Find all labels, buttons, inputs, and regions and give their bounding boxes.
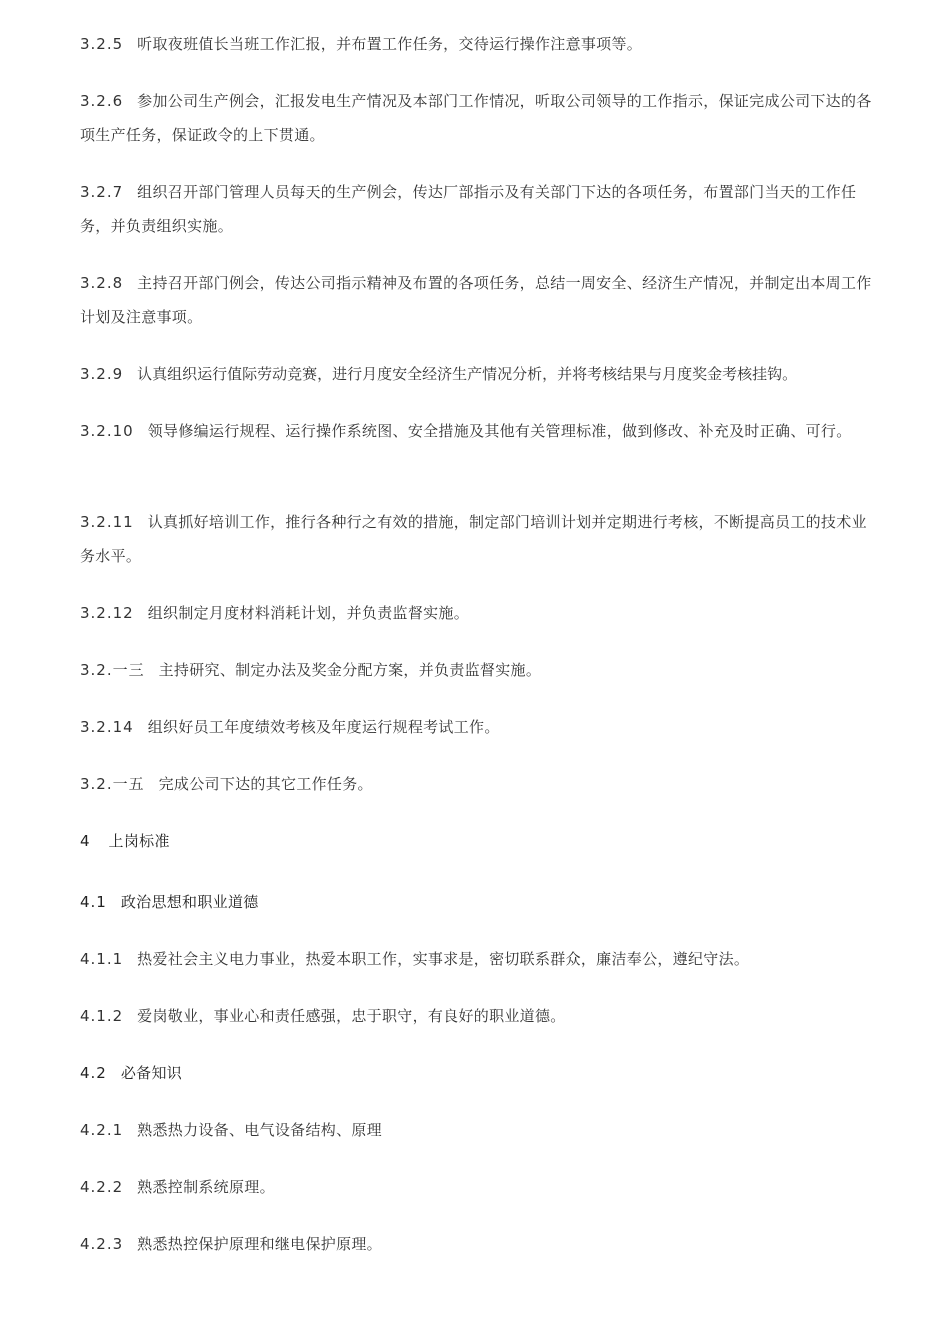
clause-text: 认真组织运行值际劳动竞赛，进行月度安全经济生产情况分析，并将考核结果与月度奖金考核挂钩。 [137, 365, 798, 383]
clause-number: 3.2.5 [80, 35, 124, 53]
clause-number: 4.1.2 [80, 1007, 124, 1025]
clause-4-1-1 [80, 942, 872, 976]
clause-3-2-13 [80, 653, 872, 687]
clause-text: 熟悉热控保护原理和继电保护原理。 [137, 1235, 382, 1253]
clause-3-2-15 [80, 767, 872, 801]
clause-number: 3.2.一五 [80, 775, 145, 793]
clause-4-1-2 [80, 999, 872, 1033]
clause-text: 熟悉热力设备、电气设备结构、原理 [137, 1121, 382, 1139]
clause-3-2-7 [80, 175, 872, 243]
clause-text: 领导修编运行规程、运行操作系统图、安全措施及其他有关管理标准，做到修改、补充及时正确、可行。 [147, 422, 852, 440]
clause-text: 组织制定月度材料消耗计划，并负责监督实施。 [147, 604, 470, 622]
section-number: 4 [80, 832, 91, 850]
clause-text: 组织召开部门管理人员每天的生产例会，传达厂部指示及有关部门下达的各项任务，布置部门当天的工作任务，并负责组织实施。 [80, 183, 857, 235]
section-number: 4.2 [80, 1064, 107, 1082]
clause-number: 3.2.10 [80, 422, 134, 440]
section-title: 必备知识 [120, 1064, 183, 1082]
clause-number: 4.2.2 [80, 1178, 124, 1196]
clause-3-2-10 [80, 414, 872, 448]
clause-number: 3.2.6 [80, 92, 124, 110]
clause-number: 4.2.3 [80, 1235, 124, 1253]
clause-text: 认真抓好培训工作，推行各种行之有效的措施，制定部门培训计划并定期进行考核，不断提高员工的技术业务水平。 [80, 513, 867, 565]
clause-number: 4.1.1 [80, 950, 124, 968]
clause-4-2-1 [80, 1113, 872, 1147]
clause-number: 3.2.11 [80, 513, 134, 531]
section-title: 政治思想和职业道德 [120, 893, 259, 911]
clause-3-2-11 [80, 505, 872, 573]
clause-number: 3.2.一三 [80, 661, 145, 679]
clause-text: 主持研究、制定办法及奖金分配方案，并负责监督实施。 [158, 661, 542, 679]
clause-number: 3.2.14 [80, 718, 134, 736]
section-number: 4.1 [80, 893, 107, 911]
section-4-2-heading [80, 1056, 872, 1090]
section-4-1-heading [80, 885, 872, 919]
clause-number: 3.2.7 [80, 183, 124, 201]
clause-3-2-5 [80, 27, 872, 61]
clause-text: 组织好员工年度绩效考核及年度运行规程考试工作。 [147, 718, 500, 736]
clause-3-2-9 [80, 357, 880, 391]
clause-text: 熟悉控制系统原理。 [137, 1178, 275, 1196]
clause-number: 4.2.1 [80, 1121, 124, 1139]
clause-text: 完成公司下达的其它工作任务。 [158, 775, 373, 793]
clause-number: 3.2.9 [80, 365, 124, 383]
clause-text: 热爱社会主义电力事业，热爱本职工作，实事求是，密切联系群众，廉洁奉公，遵纪守法。 [137, 950, 750, 968]
clause-text: 爱岗敬业，事业心和责任感强，忠于职守，有良好的职业道德。 [137, 1007, 566, 1025]
clause-number: 3.2.12 [80, 604, 134, 622]
clause-3-2-6 [80, 84, 872, 152]
clause-4-2-3 [80, 1227, 872, 1261]
clause-3-2-8 [80, 266, 872, 334]
clause-3-2-14 [80, 710, 872, 744]
clause-4-2-2 [80, 1170, 872, 1204]
clause-number: 3.2.8 [80, 274, 124, 292]
clause-text: 参加公司生产例会，汇报发电生产情况及本部门工作情况，听取公司领导的工作指示，保证完成公司下达的各项生产任务，保证政令的上下贯通。 [80, 92, 872, 144]
clause-3-2-12 [80, 596, 872, 630]
clause-text: 听取夜班值长当班工作汇报，并布置工作任务，交待运行操作注意事项等。 [137, 35, 643, 53]
section-title: 上岗标准 [108, 832, 170, 850]
section-4-heading [80, 824, 872, 858]
clause-text: 主持召开部门例会，传达公司指示精神及布置的各项任务，总结一周安全、经济生产情况，并制定出本周工作计划及注意事项。 [80, 274, 872, 326]
